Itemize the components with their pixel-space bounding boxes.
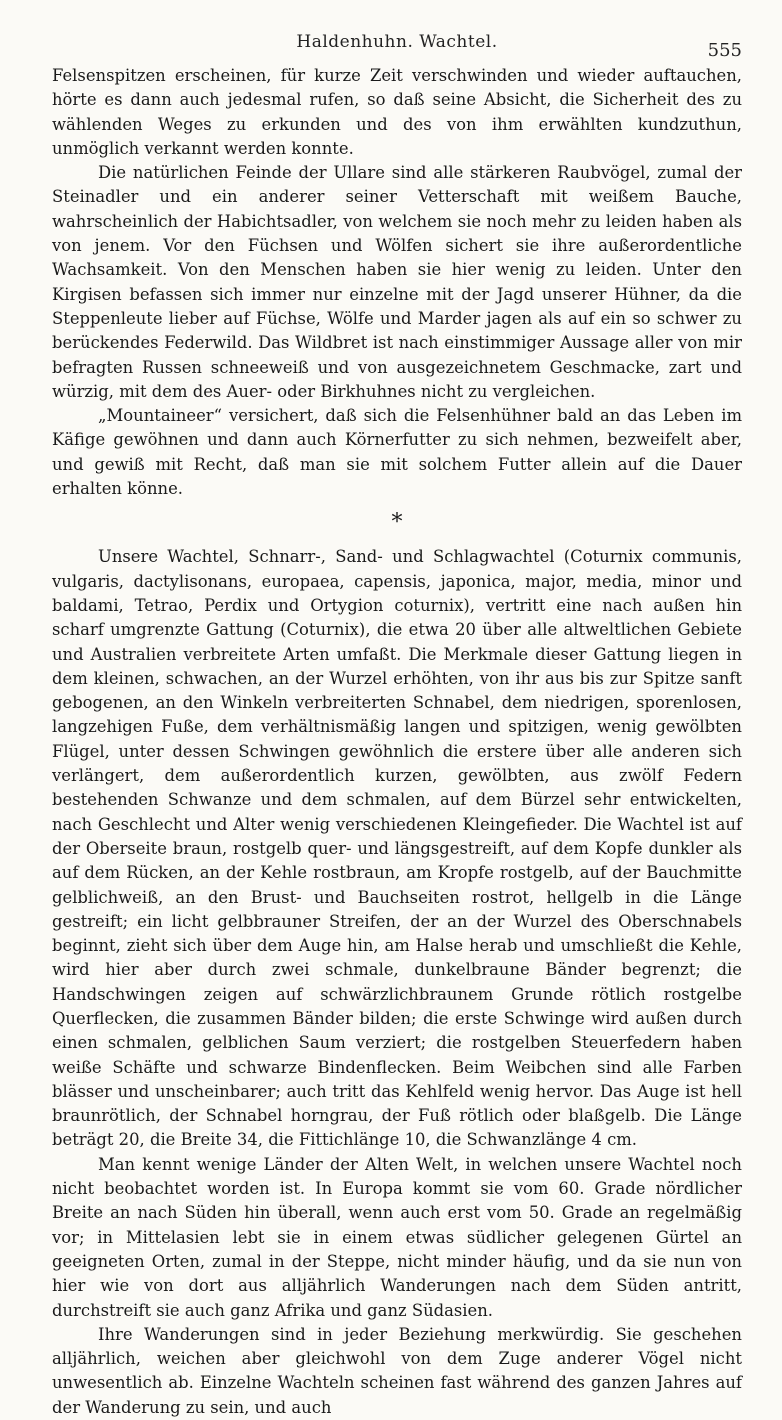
paragraph-quail-migration: Ihre Wanderungen sind in jeder Beziehung merkwürdig. Sie geschehen alljährlich, weichen aber gleichwohl von dem Zuge anderer Vögel nicht unwesentlich ab. Einzelne Wachteln scheinen fast während des ganzen Jahres auf der Wanderung zu sein, und auch	[52, 1324, 742, 1417]
paragraph-mountaineer: „Mountaineer“ versichert, daß sich die Felsenhühner bald an das Leben im Käfige gewöhnen und dann auch Körnerfutter zu sich nehmen, bezweifelt aber, und gewiß mit Recht, daß man sie mit solchem Futter allein auf die Dauer erhalten könne.	[52, 406, 742, 499]
paragraph-quail-distribution: Man kennt wenige Länder der Alten Welt, in welchen unsere Wachtel noch nicht beobachtet worden ist. In Europa kommt sie vom 60. Grade nördlicher Breite an nach Süden hin überall, wenn auch erst vom 50. Grade an regelmäßig vor; in Mittelasien lebt sie in einem etwas südlicher gelegenen Gürtel an geeigneten Orten, zumal in der Steppe, nicht minder häufig, und da sie nun von hier wie von dort aus alljährlich Wanderungen nach dem Süden antritt, durchstreift sie auch ganz Afrika und ganz Südasien.	[52, 1154, 742, 1320]
section-divider-asterisk: *	[391, 510, 403, 536]
running-head: Haldenhuhn. Wachtel.	[296, 32, 498, 52]
page-header	[52, 26, 742, 62]
body-text	[52, 64, 742, 1420]
paragraph-natural-enemies: Die natürlichen Feinde der Ullare sind alle stärkeren Raubvögel, zumal der Steinadler und ein anderer seiner Vetterschaft mit weißem Bauche, wahrscheinlich der Habichtsadler, von welchem sie noch mehr zu leiden haben als von jenem. Vor den Füchsen und Wölfen sichert sie ihre außerordentliche Wachsamkeit. Von den Menschen haben sie hier wenig zu leiden. Unter den Kirgisen befassen sich immer nur einzelne mit der Jagd unserer Hühner, da die Steppenleute lieber auf Füchse, Wölfe und Marder jagen als auf ein so schwer zu berückendes Federwild. Das Wildbret ist nach einstimmiger Aussage aller von mir befragten Russen schneeweiß und von ausgezeichnetem Geschmacke, zart und würzig, mit dem des Auer- oder Birkhuhnes nicht zu vergleichen.	[52, 163, 742, 401]
paragraph-quail-description: Unsere Wachtel, Schnarr-, Sand- und Schlagwachtel (Coturnix communis, vulgaris, dactylisonans, europaea, capensis, japonica, major, media, minor und baldami, Tetrao, Perdix und Ortygion coturnix), vertritt eine nach außen hin scharf umgrenzte Gattung (Coturnix), die etwa 20 über alle altweltlichen Gebiete und Australien verbreitete Arten umfaßt. Die Merkmale dieser Gattung liegen in dem kleinen, schwachen, an der Wurzel erhöhten, von ihr aus bis zur Spitze sanft gebogenen, an den Winkeln verbreiterten Schnabel, dem niedrigen, sporenlosen, langzehigen Fuße, dem verhältnismäßig langen und spitzigen, wenig gewölbten Flügel, unter dessen Schwingen gewöhnlich die erstere über alle anderen sich verlängert, dem außerordentlich kurzen, gewölbten, aus zwölf Federn bestehenden Schwanze und dem schmalen, auf dem Bürzel sehr entwickelten, nach Geschlecht und Alter wenig verschiedenen Kleingefieder. Die Wachtel ist auf der Oberseite braun, rostgelb quer- und längsgestreift, auf dem Kopfe dunkler als auf dem Rücken, an der Kehle rostbraun, am Kropfe rostgelb, auf der Bauchmitte gelblichweiß, an den Brust- und Bauchseiten rostrot, hellgelb in die Länge gestreift; ein licht gelbbrauner Streifen, der an der Wurzel des Oberschnabels beginnt, zieht sich über dem Auge hin, am Halse herab und umschließt die Kehle, wird hier aber durch zwei schmale, dunkelbraune Bänder begrenzt; die Handschwingen zeigen auf schwärzlichbraunem Grunde rötlich rostgelbe Querflecken, die zusammen Bänder bilden; die erste Schwinge wird außen durch einen schmalen, gelblichen Saum verziert; die rostgelben Steuerfedern haben weiße Schäfte und schwarze Bindenflecken. Beim Weibchen sind alle Farben blässer und unscheinbarer; auch tritt das Kehlfeld wenig hervor. Das Auge ist hell braunrötlich, der Schnabel horngrau, der Fuß rötlich oder blaßgelb. Die Länge beträgt 20, die Breite 34, die Fittichlänge 10, die Schwanzlänge 4 cm.	[52, 547, 742, 1150]
page-number: 555	[707, 40, 742, 61]
paragraph-continuation: Felsenspitzen erscheinen, für kurze Zeit verschwinden und wieder auftauchen, hörte es dann auch jedesmal rufen, so daß seine Absicht, die Sicherheit des zu wählenden Weges zu erkunden und des von ihm erwählten kundzuthun, unmöglich verkannt werden konnte.	[52, 66, 742, 158]
